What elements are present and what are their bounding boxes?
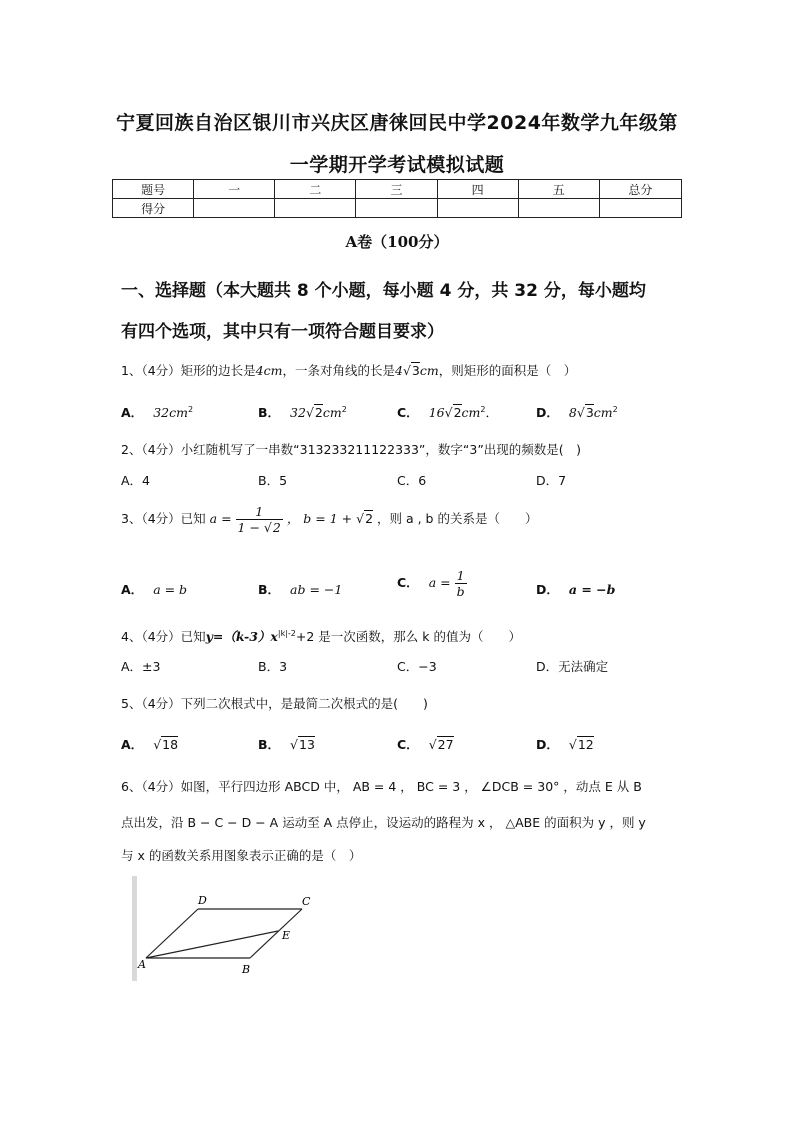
q1-option-b[interactable]: B． $32√2cm^2$	[258, 404, 347, 420]
option-label: C．	[397, 575, 419, 590]
score-cell: 五	[518, 180, 599, 199]
question-6-line2: 点出发，沿 B − C − D − A 运动至 A 点停止，设运动的路程为 x ， △ABE 的面积为 y ，则 y	[121, 815, 646, 830]
scan-edge-shadow	[132, 876, 137, 981]
q1-suffix: ，则矩形的面积是（ ）	[438, 363, 577, 378]
option-rad: 2	[314, 405, 323, 420]
option-sup: 2	[612, 404, 618, 414]
score-input-cell[interactable]	[194, 199, 275, 218]
option-text: a = −b	[568, 582, 616, 597]
question-6-line1: 6、（4分）如图，平行四边形 ABCD 中， AB = 4 ， BC = 3 ， ∠DCB = 30° ，动点 E 从 B	[121, 779, 642, 794]
score-cell: 得分	[113, 199, 194, 218]
q1-option-d[interactable]: D． $8√3cm^2$	[536, 404, 618, 420]
option-text: 32cm	[153, 405, 188, 420]
option-label: A．	[121, 405, 144, 420]
option-den: b	[456, 584, 465, 599]
option-label: A．	[121, 582, 144, 597]
option-num: 1	[455, 568, 467, 584]
option-label: D．	[536, 737, 559, 752]
q5-option-a[interactable]: A． √18	[121, 737, 179, 752]
point-e-label: E	[282, 929, 291, 942]
q1-option-a[interactable]	[121, 403, 193, 421]
option-rad: 13	[299, 737, 315, 752]
option-unit: cm	[322, 405, 342, 420]
q4-option-b[interactable]: B．3	[258, 659, 288, 674]
q4-exponent: |k|-2	[277, 628, 296, 638]
q1-side: 4cm	[255, 363, 283, 378]
q3-a-eq: a =	[209, 511, 232, 526]
option-rad: 12	[577, 737, 594, 752]
option-sup: 2	[341, 404, 347, 414]
q5-option-b[interactable]: B． √13	[258, 737, 315, 752]
parallelogram-figure	[132, 876, 332, 981]
q3-den-rad: 2	[272, 520, 281, 535]
q5-option-c[interactable]: C． √27	[397, 737, 454, 752]
q3-denominator: 1 − √2	[237, 520, 281, 535]
q5-option-d[interactable]: D． √12	[536, 737, 594, 752]
score-cell: 总分	[599, 180, 681, 199]
option-text: 32	[290, 405, 306, 420]
vertex-c-label: C	[302, 895, 311, 908]
score-input-cell[interactable]	[437, 199, 518, 218]
question-3: 3、（4分）已知 a = $\frac{1}{1 - √2}$ ， b = 1 + √2 ，则 a , b 的关系是（ ）	[121, 504, 538, 535]
q1-mid: ，一条对角线的长是	[282, 363, 395, 378]
section-heading-line1: 一、选择题（本大题共 8 个小题，每小题 4 分，共 32 分，每小题均	[121, 281, 646, 301]
side-cb	[250, 909, 302, 958]
segment-ae	[146, 931, 278, 958]
option-sup: 2	[187, 404, 194, 414]
option-label: D．	[536, 405, 559, 420]
option-text: 16	[428, 405, 445, 420]
score-cell: 四	[437, 180, 518, 199]
question-5: 5、（4分）下列二次根式中，是最简二次根式的是( )	[121, 696, 428, 711]
vertex-a-label: A	[138, 958, 146, 971]
q4-option-c[interactable]: C．−3	[397, 659, 437, 674]
q1-option-c[interactable]: C． $16√2cm^2$．	[397, 404, 498, 420]
option-tail: ．	[485, 405, 498, 420]
q3-numerator: 1	[236, 504, 283, 520]
option-rad: 18	[162, 737, 179, 752]
score-input-cell[interactable]	[599, 199, 681, 218]
q3-option-b[interactable]	[258, 580, 342, 598]
option-label: C．	[397, 405, 419, 420]
score-input-cell[interactable]	[356, 199, 437, 218]
q1-diag-coef: 4	[394, 363, 403, 378]
q2-option-d[interactable]: D．7	[536, 473, 567, 488]
option-text: a = b	[153, 582, 188, 597]
q3-option-c[interactable]	[397, 568, 467, 599]
q3-b-rad: 2	[365, 511, 374, 526]
q3-prefix: 3、（4分）已知	[121, 511, 206, 526]
q4-expr: y=（k-3）x	[205, 629, 278, 644]
option-text: 8	[568, 405, 577, 420]
score-cell: 二	[275, 180, 356, 199]
option-label: B．	[258, 582, 281, 597]
option-fraction	[455, 568, 467, 599]
doc-title-line2: 一学期开学考试模拟试题	[289, 154, 505, 176]
q3-b-eq: ， b = 1 +	[286, 511, 357, 526]
q3-suffix: ，则 a , b 的关系是（ ）	[377, 511, 538, 526]
score-input-cell[interactable]	[518, 199, 599, 218]
option-unit: cm	[461, 405, 481, 420]
vertex-b-label: B	[242, 963, 251, 976]
question-1: 1、（4分）矩形的边长是4cm，一条对角线的长是4√3cm，则矩形的面积是（ ）	[121, 363, 577, 378]
option-rad: 27	[437, 737, 454, 752]
option-text: a =	[428, 575, 451, 590]
q1-diag-rad: 3	[411, 363, 420, 378]
option-rad: 3	[585, 405, 594, 420]
option-sup: 2	[480, 404, 486, 414]
q1-prefix: 1、（4分）矩形的边长是	[121, 363, 256, 378]
q2-option-c[interactable]: C．6	[397, 473, 427, 488]
score-table-header-row	[113, 180, 682, 199]
q2-option-b[interactable]: B．5	[258, 473, 288, 488]
score-cell: 题号	[113, 180, 194, 199]
section-heading-line2: 有四个选项，其中只有一项符合题目要求）	[121, 322, 444, 342]
score-cell: 三	[356, 180, 437, 199]
option-text: ab = −1	[290, 582, 343, 597]
q3-option-d[interactable]	[536, 580, 615, 598]
option-label: A．	[121, 737, 144, 752]
juan-label: A卷（100分）	[345, 233, 449, 251]
q1-diag-unit: cm	[419, 363, 439, 378]
score-table	[112, 179, 682, 218]
vertex-d-label: D	[198, 894, 207, 907]
score-input-cell[interactable]	[275, 199, 356, 218]
q3-option-a[interactable]	[121, 580, 187, 598]
option-label: B．	[258, 737, 281, 752]
score-table-score-row	[113, 199, 682, 218]
q4-option-d[interactable]: D．无法确定	[536, 659, 609, 674]
option-label: D．	[536, 582, 559, 597]
option-label: B．	[258, 405, 281, 420]
option-unit: cm	[593, 405, 613, 420]
q2-option-a[interactable]: A．4	[121, 473, 151, 488]
score-cell: 一	[194, 180, 275, 199]
question-2: 2、（4分）小红随机写了一串数“313233211122333”，数字“3”出现的频数是( )	[121, 442, 582, 457]
q4-option-a[interactable]: A．±3	[121, 659, 161, 674]
q4-suffix: +2 是一次函数，那么 k 的值为（ ）	[295, 629, 521, 644]
q3-den-pre: 1 −	[237, 520, 264, 535]
question-4	[121, 627, 521, 645]
option-rad: 2	[453, 405, 462, 420]
question-6-line3: 与 x 的函数关系用图象表示正确的是（ ）	[121, 848, 362, 863]
side-ad	[146, 909, 198, 958]
q4-prefix: 4、（4分）已知	[121, 629, 206, 644]
option-label: C．	[397, 737, 419, 752]
doc-title-line1: 宁夏回族自治区银川市兴庆区唐徕回民中学2024年数学九年级第	[116, 112, 678, 134]
q3-fraction	[236, 504, 283, 535]
